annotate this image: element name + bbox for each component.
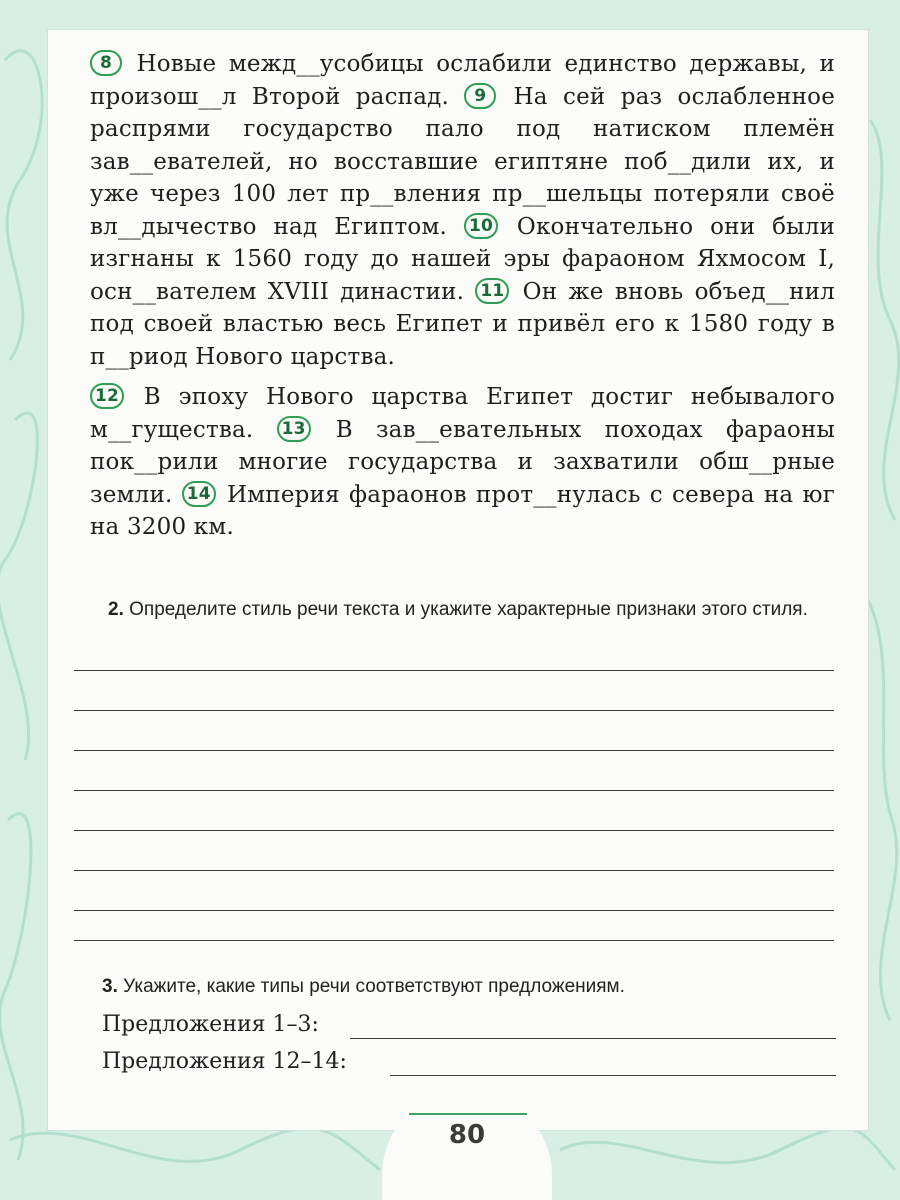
- task-3: [102, 975, 837, 999]
- sentence-number-badge: 8: [90, 50, 122, 76]
- exercise-text: [90, 48, 835, 544]
- answer-line[interactable]: [74, 870, 834, 871]
- answer-line[interactable]: [390, 1075, 836, 1076]
- sentence-text: В зав__евательных походах фараоны пок__рили многие государства и захватили обш__рные земли.: [90, 416, 835, 508]
- sentence-text: В эпоху Нового царства Египет достиг небывалого м__гущества.: [90, 384, 835, 443]
- task-number: 2.: [108, 599, 124, 620]
- sentence-number-badge: 14: [182, 481, 216, 507]
- answer-line[interactable]: [74, 910, 834, 911]
- answer-row-2: [102, 1047, 347, 1077]
- task-number: 3.: [102, 976, 118, 997]
- sentence-number-badge: 12: [90, 383, 124, 409]
- sentence-text: На сей раз ослабленное распрями государство пало под натиском племён зав__евателей, но восставшие египтяне поб__дили их, и уже через 100 лет пр__вления пр__шельцы потеряли своё вл__дычество над Египтом.: [90, 83, 836, 240]
- answer-line[interactable]: [74, 940, 834, 941]
- answer-line[interactable]: [74, 670, 834, 671]
- sentence-text: Империя фараонов прот__нулась с севера на юг на 3200 км.: [90, 481, 836, 540]
- sentence-number-badge: 11: [475, 278, 509, 304]
- page-number-rule: [409, 1113, 527, 1115]
- answer-line[interactable]: [74, 750, 834, 751]
- page-number: 80: [448, 1120, 486, 1150]
- text-paragraph: [90, 48, 835, 373]
- answer-line[interactable]: [350, 1038, 836, 1039]
- answer-row-1: [102, 1010, 319, 1040]
- answer-label: Предложения 12–14:: [102, 1049, 347, 1074]
- task-2: [108, 598, 843, 622]
- sentence-number-badge: 10: [464, 213, 498, 239]
- sentence-text: Окончательно они были изгнаны к 1560 году до нашей эры фараоном Яхмосом I, осн__вателем XVIII династии.: [90, 213, 836, 305]
- sentence-text: Новые межд__усобицы ослабили единство державы, и произош__л Второй распад.: [90, 51, 835, 110]
- task-text: Укажите, какие типы речи соответствуют предложениям.: [123, 976, 625, 997]
- sentence-number-badge: 13: [277, 416, 311, 442]
- sentence-number-badge: 9: [464, 83, 496, 109]
- answer-label: Предложения 1–3:: [102, 1012, 319, 1037]
- answer-line[interactable]: [74, 790, 834, 791]
- workbook-page: [48, 30, 868, 1130]
- task-text: Определите стиль речи текста и укажите характерные признаки этого стиля.: [129, 599, 808, 620]
- sentence-text: Он же вновь объед__нил под своей властью весь Египет и привёл его к 1580 году в п__риод Нового царства.: [90, 278, 835, 370]
- answer-line[interactable]: [74, 830, 834, 831]
- answer-line[interactable]: [74, 710, 834, 711]
- text-paragraph: [90, 381, 835, 544]
